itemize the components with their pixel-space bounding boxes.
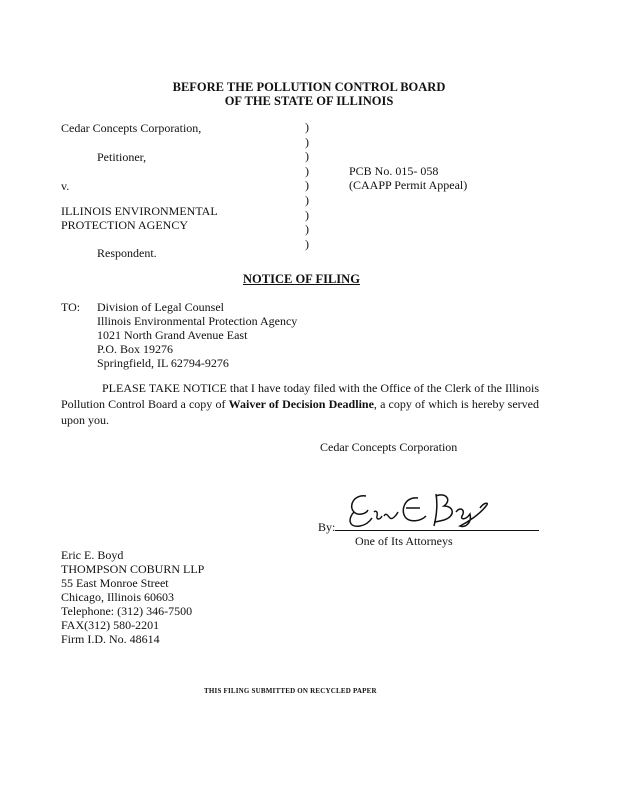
to-address-line: Division of Legal Counsel [97,300,224,314]
paren: ) [305,222,309,237]
body-text-before: PLEASE TAKE NOTICE that I have today filed with the Office of the Clerk of the Illinois Pollution Control Board a copy of [61,381,539,411]
signer-role: One of Its Attorneys [355,534,453,548]
petitioner-role: Petitioner, [97,150,147,164]
attorney-line: FAX(312) 580-2201 [61,618,160,632]
caption-parentheses [301,120,313,251]
body-paragraph [61,380,539,428]
to-label: TO: [61,300,81,314]
board-heading-line2: OF THE STATE OF ILLINOIS [224,94,394,108]
paren: ) [305,134,309,149]
to-address-line: P.O. Box 19276 [97,342,174,356]
case-type: (CAAPP Permit Appeal) [349,178,468,192]
signature-line [335,530,539,531]
paren: ) [305,236,309,251]
to-address-line: Illinois Environmental Protection Agency [97,314,298,328]
to-address-line: 1021 North Grand Avenue East [97,328,248,342]
board-heading-line1: BEFORE THE POLLUTION CONTROL BOARD [172,80,446,94]
paren: ) [305,163,309,178]
paren: ) [305,178,309,193]
attorney-line: THOMPSON COBURN LLP [61,562,205,576]
attorney-line: Firm I.D. No. 48614 [61,632,160,646]
petitioner-name: Cedar Concepts Corporation, [61,121,202,135]
recycled-paper-footer: THIS FILING SUBMITTED ON RECYCLED PAPER [204,687,377,695]
attorney-line: Telephone: (312) 346-7500 [61,604,193,618]
paren: ) [305,120,309,134]
signing-company: Cedar Concepts Corporation [320,440,458,454]
by-label: By: [318,520,336,534]
attorney-line: 55 East Monroe Street [61,576,169,590]
notice-title: NOTICE OF FILING [243,272,360,286]
paren: ) [305,207,309,222]
document-title-bold: Waiver of Decision Deadline [228,397,374,411]
respondent-name-line1: ILLINOIS ENVIRONMENTAL [61,204,218,218]
versus: v. [61,179,70,193]
paren: ) [305,149,309,164]
to-address-line: Springfield, IL 62794-9276 [97,356,229,370]
attorney-line: Chicago, Illinois 60603 [61,590,174,604]
case-number: PCB No. 015- 058 [349,164,439,178]
handwritten-signature [340,486,500,532]
paren: ) [305,192,309,207]
respondent-role: Respondent. [97,246,157,260]
body-text-after: , a copy of which is hereby served upon you. [61,397,539,427]
respondent-name-line2: PROTECTION AGENCY [61,218,189,232]
attorney-line: Eric E. Boyd [61,548,124,562]
